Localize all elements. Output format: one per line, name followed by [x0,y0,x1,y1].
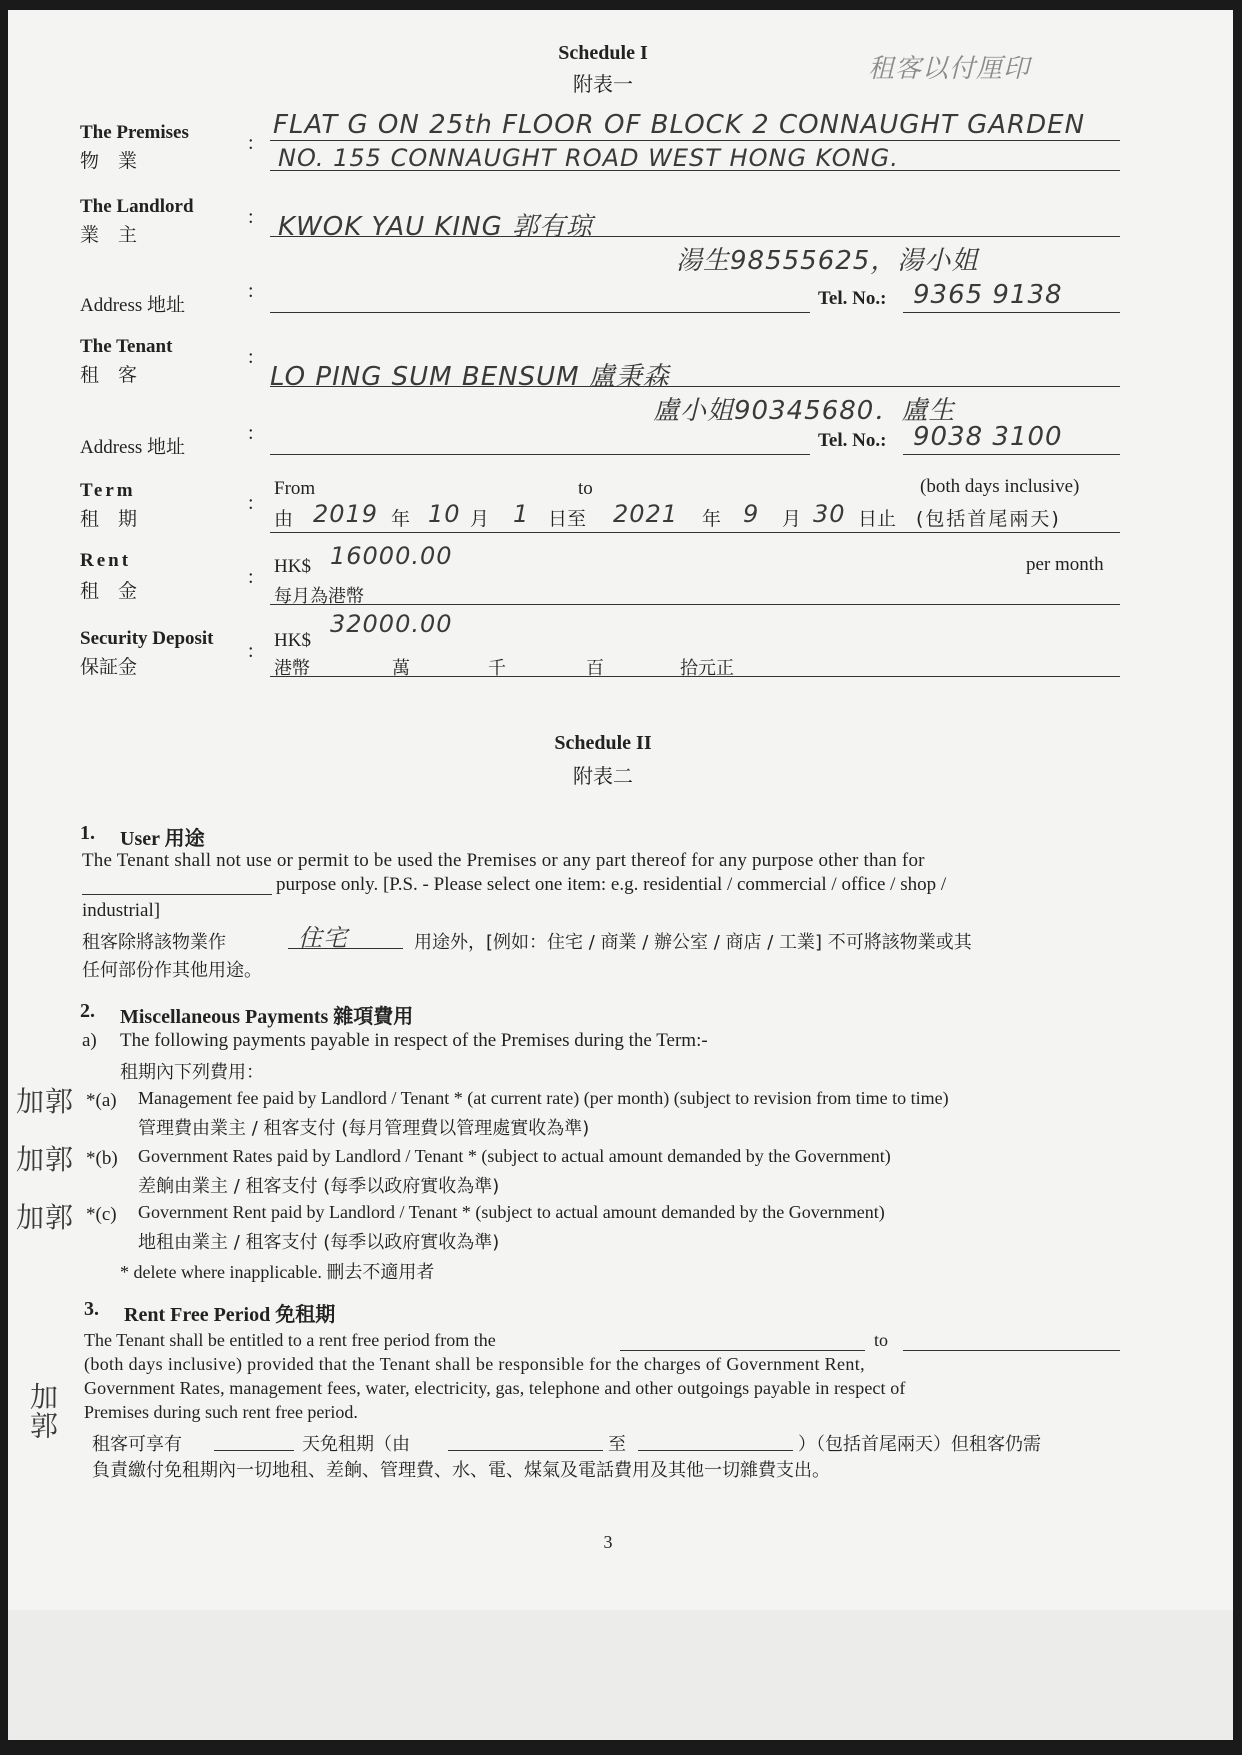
side-note-rent-free: 加郭 [26,1382,59,1440]
misc-item-c: Government Rent paid by Landlord / Tenant * (subject to actual amount demanded by the Government) [138,1202,885,1222]
misc-item-b-cn: 差餉由業主 / 租客支付 (每季以政府實收為準) [138,1176,500,1197]
tenant-label: The Tenant [80,336,173,357]
term-to-month: 9 [743,500,760,528]
rent-per-month: per month [1026,554,1104,575]
premises-address-line1: FLAT G ON 25th FLOOR OF BLOCK 2 CONNAUGHT GARDEN [273,110,1086,140]
premises-line1-rule [270,140,1120,141]
misc-item-a: Management fee paid by Landlord / Tenant * (at current rate) (per month) (subject to revision from time to time) [138,1088,949,1108]
document-page: Schedule I 附表一 租客以付厘印 The Premises 物 業 : FLAT G ON 25th FLOOR OF BLOCK 2 CONNAUGHT GARDEN NO. 155 CONNAUGHT ROAD WEST HONG KONG. The Landlord 業 主 : KWOK YAU KING 郭有琼 湯生98555625，湯小姐 Address 地址 : Tel. No.: 9365 9138 The Tenant 租 客 : LO PING SUM BENSUM 盧秉森 盧小姐90345680．盧生 Address 地址 : Tel. No.: 9038 3100 Term 租 期 : From to (both days inclusive) 由 2019 年 10 月 1 日至 2021 年 9 月 30 日止 (包括首尾兩天) Rent 租 金 : HK$ 16000.00 per month 每月為港幣 Security Deposit 保証金 : HK$ 32000.00 港幣 萬 千 百 拾元正 Schedule II 附表二 1. User 用途 The Tenant shall not use or permit to be used the Premises or any part thereof for any purpose other than for purpose only. [P.S. - Please select one item: e.g. residential / commercial / office / shop / industrial] 租客除將該物業作 住宅 用途外，[例如：住宅 / 商業 / 辦公室 / 商店 / 工業] 不可將該物業或其 任何部份作其他用途。 2. Miscellaneous Payments 雜項費用 a) The following payments payable in respect of the Premises during the Term:- 租期內下列費用： 加郭 *(a) Management fee paid by Landlord / Tenant * (at current rate) (per month) (subject to revision from time to time) 管理費由業主 / 租客支付 (每月管理費以管理處實收為準) 加郭 *(b) Government Rates paid by Landlord / Tenant * (subject to actual amount demanded by the Government) 差餉由業主 / 租客支付 (每季以政府實收為準) 加郭 *(c) Government Rent paid by Landlord / Tenant * (subject to actual amount demanded by the Government) 地租由業主 / 租客支付 (每季以政府實收為準) * delete where inapplicable. 刪去不適用者 3. Rent Free Period 免租期 The Tenant shall be entitled to a rent free period from the to (both days inclusive) provided that the Tenant shall be responsible for the charges of Government Rent, Government Rates, management fees, water, electricity, gas, telephone and other outgoings payable in respect of Premises during such rent free period. 加郭 租客可享有 天免租期（由 至 ）（包括首尾兩天）但租客仍需 負責繳付免租期內一切地租、差餉、管理費、水、電、煤氣及電話費用及其他一切雜費支出。 3 [8,10,1233,1740]
term-from-day: 1 [513,500,530,528]
landlord-name: KWOK YAU KING 郭有琼 [278,212,594,242]
misc-item-a-cn: 管理費由業主 / 租客支付 (每月管理費以管理處實收為準) [138,1118,590,1139]
premises-label: The Premises [80,122,189,143]
schedule1-title-cn: 附表一 [573,72,633,96]
landlord-label: The Landlord [80,196,194,217]
rent-cn-text: 每月為港幣 [274,586,364,607]
landlord-tel-rule [903,312,1120,313]
premises-address-line2: NO. 155 CONNAUGHT ROAD WEST HONG KONG. [278,144,899,172]
misc-a-cn: 租期內下列費用： [120,1062,264,1083]
rent-currency: HK$ [274,556,311,577]
user-cn-2: 任何部份作其他用途。 [82,960,262,981]
term-rule [270,532,1120,533]
rent-free-text-4: Premises during such rent free period. [84,1402,358,1422]
tenant-address-label: Address 地址 [80,437,186,458]
rent-free-text-3: Government Rates, management fees, water, electricity, gas, telephone and other outgoings payable in respect of [84,1378,906,1398]
user-purpose-filled: 住宅 [298,924,348,952]
rent-amount: 16000.00 [330,542,453,570]
landlord-contact-note: 湯生98555625，湯小姐 [676,246,979,276]
term-to-label: to [578,478,593,499]
user-cn-1b: 用途外，[例如：住宅 / 商業 / 辦公室 / 商店 / 工業] 不可將該物業或其 [414,932,972,953]
misc-a-text: The following payments payable in respect of the Premises during the Term:- [120,1030,708,1051]
term-from-label: From [274,478,316,499]
user-text-1: The Tenant shall not use or permit to be used the Premises or any part thereof for any purpose other than for [82,850,925,871]
tenant-tel: 9038 3100 [913,422,1063,452]
term-label: Term [80,480,136,501]
schedule1-title: Schedule I [558,42,648,64]
side-note-b: 加郭 [16,1143,75,1176]
rent-rule [270,604,1120,605]
rent-free-text-1a: The Tenant shall be entitled to a rent free period from the [84,1330,496,1350]
tenant-contact-note: 盧小姐90345680．盧生 [653,396,956,426]
landlord-address-field [270,312,810,313]
user-text-3: industrial] [82,900,161,921]
deposit-label: Security Deposit [80,628,214,649]
tenant-tel-rule [903,454,1120,455]
page-bottom-shade [8,1610,1233,1740]
rent-free-cn-2: 負責繳付免租期內一切地租、差餉、管理費、水、電、煤氣及電話費用及其他一切雜費支出。 [92,1460,830,1481]
term-from-year: 2019 [313,500,379,528]
user-cn-1a: 租客除將該物業作 [82,932,226,953]
landlord-name-rule [270,236,1120,237]
tenant-name: LO PING SUM BENSUM 盧秉森 [270,362,670,392]
misc-item-c-cn: 地租由業主 / 租客支付 (每季以政府實收為準) [138,1232,500,1253]
misc-item-b: Government Rates paid by Landlord / Tenant * (subject to actual amount demanded by the Government) [138,1146,891,1166]
user-heading: User 用途 [120,828,205,850]
rent-free-from-field [620,1350,865,1351]
term-inclusive-label: (both days inclusive) [920,476,1080,497]
rent-free-heading: Rent Free Period 免租期 [124,1304,336,1326]
rent-label: Rent [80,550,132,571]
landlord-address-label: Address 地址 [80,295,186,316]
landlord-tel-label: Tel. No.: [818,288,887,309]
misc-heading: Miscellaneous Payments 雜項費用 [120,1006,414,1028]
rent-free-days-field [214,1450,294,1451]
misc-footnote: * delete where inapplicable. 刪去不適用者 [120,1262,435,1282]
corner-handwritten-note: 租客以付厘印 [868,54,1031,84]
deposit-amount: 32000.00 [330,610,453,638]
deposit-label-cn: 保証金 [80,656,138,678]
tenant-address-field [270,454,810,455]
user-text-2: purpose only. [P.S. - Please select one item: e.g. residential / commercial / office / shop / [276,874,947,895]
term-to-day: 30 [813,500,846,528]
page-number: 3 [603,1532,613,1552]
landlord-tel: 9365 9138 [913,280,1063,310]
schedule2-title-cn: 附表二 [573,764,633,788]
deposit-currency: HK$ [274,630,311,651]
term-label-cn: 租 期 [80,508,138,530]
user-purpose-field [82,894,272,895]
landlord-label-cn: 業 主 [80,224,138,246]
premises-label-cn: 物 業 [80,150,138,172]
tenant-name-rule [270,386,1120,387]
tenant-label-cn: 租 客 [80,364,138,386]
schedule2-title: Schedule II [554,732,652,754]
deposit-rule [270,676,1120,677]
rent-label-cn: 租 金 [80,580,138,602]
tenant-tel-label: Tel. No.: [818,430,887,451]
term-from-month: 10 [428,500,461,528]
side-note-a: 加郭 [16,1085,75,1118]
rent-free-to-field [903,1350,1120,1351]
term-to-year: 2021 [613,500,679,528]
side-note-c: 加郭 [16,1201,75,1234]
premises-line2-rule [270,170,1120,171]
rent-free-text-2: (both days inclusive) provided that the Tenant shall be responsible for the charges of Government Rent, [84,1354,865,1374]
